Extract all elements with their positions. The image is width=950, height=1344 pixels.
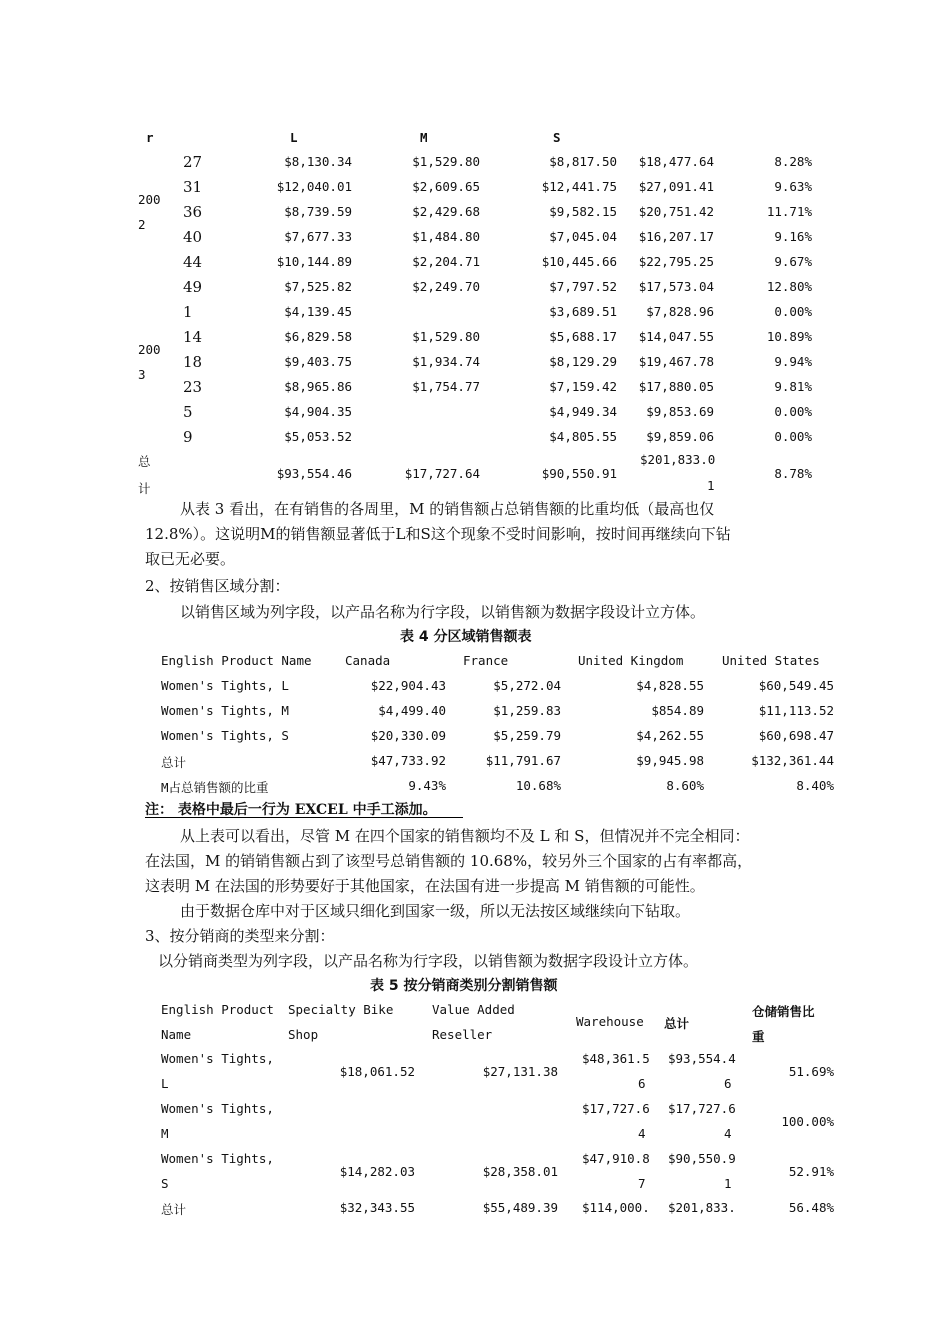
t5-header-sbs-line1: Specialty Bike xyxy=(288,1002,394,1017)
t3-total-label-line1: 总 xyxy=(138,454,151,469)
t5-row-tot-line2: 1 xyxy=(724,1176,732,1191)
t3-header-l: L xyxy=(290,130,298,145)
t4-header-france: France xyxy=(463,653,509,668)
t3-row-week: 5 xyxy=(183,403,193,421)
t3-row-s: $3,689.51 xyxy=(549,304,617,319)
t4-header-uk: United Kingdom xyxy=(578,653,684,668)
t4-row-france: $1,259.83 xyxy=(493,703,561,718)
t3-row-week: 23 xyxy=(183,378,203,396)
t3-row-s: $4,949.34 xyxy=(549,404,617,419)
t3-total-l: $93,554.46 xyxy=(276,466,352,481)
t5-total-name: 总计 xyxy=(161,1202,187,1217)
t3-header-m: M xyxy=(420,130,428,145)
t3-row-pct: 9.81% xyxy=(774,379,812,394)
t3-total-m: $17,727.64 xyxy=(404,466,480,481)
t5-header-var-line1: Value Added xyxy=(432,1002,515,1017)
t4-row-us: $60,698.47 xyxy=(758,728,834,743)
t3-total-pct: 8.78% xyxy=(774,466,812,481)
t3-row-week: 1 xyxy=(183,303,193,321)
t5-header-warehouse: Warehouse xyxy=(576,1014,644,1029)
t3-row-m: $1,484.80 xyxy=(412,229,480,244)
t3-total-s: $90,550.91 xyxy=(541,466,617,481)
t3-row-l: $4,139.45 xyxy=(284,304,352,319)
t4-row-us: $11,113.52 xyxy=(758,703,834,718)
para2-line1: 从上表可以看出，尽管 M 在四个国家的销售额均不及 L 和 S，但情况并不完全相同： xyxy=(180,827,750,845)
t4-row-us: 8.40% xyxy=(796,778,834,793)
t3-row-m: $1,529.80 xyxy=(412,329,480,344)
t5-row-tot-line1: $90,550.9 xyxy=(668,1151,736,1166)
t3-group-2003-line2: 3 xyxy=(138,367,146,382)
t3-row-total: $16,207.17 xyxy=(638,229,714,244)
t5-row-name-line1: Women's Tights, xyxy=(161,1051,274,1066)
t5-header-name-line2: Name xyxy=(161,1027,192,1042)
t4-row-uk: $854.89 xyxy=(651,703,704,718)
t3-row-s: $7,159.42 xyxy=(549,379,617,394)
t3-row-m: $1,934.74 xyxy=(412,354,480,369)
t3-row-l: $8,739.59 xyxy=(284,204,352,219)
t3-row-week: 40 xyxy=(183,228,203,246)
t5-row-var: $28,358.01 xyxy=(482,1164,558,1179)
t4-header-name: English Product Name xyxy=(161,653,312,668)
para1-line1: 从表 3 看出，在有销售的各周里，M 的销售额占总销售额的比重均低（最高也仅 xyxy=(180,500,715,518)
t5-row-var: $27,131.38 xyxy=(482,1064,558,1079)
t3-row-l: $6,829.58 xyxy=(284,329,352,344)
t3-row-total: $27,091.41 xyxy=(638,179,714,194)
section3-desc: 以分销商类型为列字段，以产品名称为行字段，以销售额为数据字段设计立方体。 xyxy=(158,952,699,970)
section2-desc: 以销售区域为列字段，以产品名称为行字段，以销售额为数据字段设计立方体。 xyxy=(180,603,706,621)
t3-total-total-line1: $201,833.0 xyxy=(640,452,716,467)
t5-total-sbs: $32,343.55 xyxy=(339,1200,415,1215)
t4-row-canada: $22,904.43 xyxy=(370,678,446,693)
t3-row-l: $12,040.01 xyxy=(276,179,352,194)
t3-row-total: $14,047.55 xyxy=(638,329,714,344)
t4-row-us: $60,549.45 xyxy=(758,678,834,693)
t5-row-name-line1: Women's Tights, xyxy=(161,1101,274,1116)
t5-total-var: $55,489.39 xyxy=(482,1200,558,1215)
t3-row-week: 36 xyxy=(183,203,203,221)
t3-row-l: $8,130.34 xyxy=(284,154,352,169)
t5-row-name-line1: Women's Tights, xyxy=(161,1151,274,1166)
t4-row-name: 总计 xyxy=(161,755,187,770)
t4-row-uk: 8.60% xyxy=(666,778,704,793)
t3-row-l: $8,965.86 xyxy=(284,379,352,394)
t3-row-m: $2,429.68 xyxy=(412,204,480,219)
t3-group-2002-line2: 2 xyxy=(138,217,146,232)
t3-row-total: $17,573.04 xyxy=(638,279,714,294)
t5-total-wh: $114,000. xyxy=(582,1200,650,1215)
t4-header-us: United States xyxy=(722,653,820,668)
t4-row-us: $132,361.44 xyxy=(751,753,834,768)
section3-heading: 3、按分销商的类型来分割： xyxy=(145,927,335,945)
para2-line3: 这表明 M 在法国的形势要好于其他国家，在法国有进一步提高 M 销售额的可能性。 xyxy=(145,877,705,895)
t5-row-wh-line2: 7 xyxy=(638,1176,646,1191)
para2-line2: 在法国，M 的销销售额占到了该型号总销售额的 10.68%，较另外三个国家的占有率都高， xyxy=(145,852,753,870)
t5-header-ratio-line2: 重 xyxy=(752,1029,765,1044)
t3-row-s: $8,129.29 xyxy=(549,354,617,369)
t3-row-l: $4,904.35 xyxy=(284,404,352,419)
t3-row-total: $9,853.69 xyxy=(646,404,714,419)
t3-row-pct: 12.80% xyxy=(766,279,812,294)
t5-row-name-line2: S xyxy=(161,1176,169,1191)
t3-row-pct: 0.00% xyxy=(774,404,812,419)
t3-row-s: $9,582.15 xyxy=(549,204,617,219)
t3-row-total: $19,467.78 xyxy=(638,354,714,369)
t4-row-uk: $9,945.98 xyxy=(636,753,704,768)
t3-row-pct: 9.67% xyxy=(774,254,812,269)
t3-row-s: $10,445.66 xyxy=(541,254,617,269)
t3-row-l: $5,053.52 xyxy=(284,429,352,444)
t4-row-france: 10.68% xyxy=(515,778,561,793)
t3-row-pct: 11.71% xyxy=(766,204,812,219)
t3-row-week: 49 xyxy=(183,278,203,296)
t3-row-pct: 9.16% xyxy=(774,229,812,244)
t3-group-2002-line1: 200 xyxy=(138,192,161,207)
t3-row-total: $20,751.42 xyxy=(638,204,714,219)
t5-row-wh-line2: 4 xyxy=(638,1126,646,1141)
t3-row-m: $1,754.77 xyxy=(412,379,480,394)
t5-row-wh-line1: $17,727.6 xyxy=(582,1101,650,1116)
t4-header-canada: Canada xyxy=(345,653,391,668)
t3-row-m: $2,204.71 xyxy=(412,254,480,269)
table5-caption: 表 5 按分销商类别分割销售额 xyxy=(370,978,558,994)
section2-heading: 2、按销售区域分割： xyxy=(145,577,290,595)
t4-row-name: Women's Tights, M xyxy=(161,703,289,718)
t4-row-france: $5,259.79 xyxy=(493,728,561,743)
t4-row-france: $11,791.67 xyxy=(485,753,561,768)
t4-row-france: $5,272.04 xyxy=(493,678,561,693)
para1-line3: 取已无必要。 xyxy=(145,550,236,568)
t4-row-uk: $4,262.55 xyxy=(636,728,704,743)
t5-row-wh-line1: $47,910.8 xyxy=(582,1151,650,1166)
t5-total-tot: $201,833. xyxy=(668,1200,736,1215)
t3-row-week: 18 xyxy=(183,353,203,371)
t3-total-total-line2: 1 xyxy=(707,478,715,493)
t5-header-sbs-line2: Shop xyxy=(288,1027,319,1042)
table4-note: 注： 表格中最后一行为 EXCEL 中手工添加。 xyxy=(145,802,437,818)
t5-row-wh-line1: $48,361.5 xyxy=(582,1051,650,1066)
t3-row-pct: 9.94% xyxy=(774,354,812,369)
para1-line2: 12.8%）。这说明M的销售额显著低于L和S这个现象不受时间影响，按时间再继续向下钻 xyxy=(145,525,731,543)
t3-row-week: 9 xyxy=(183,428,193,446)
t4-row-canada: $20,330.09 xyxy=(370,728,446,743)
t3-row-total: $9,859.06 xyxy=(646,429,714,444)
t3-row-pct: 8.28% xyxy=(774,154,812,169)
t5-header-total: 总计 xyxy=(664,1016,690,1031)
t3-row-pct: 0.00% xyxy=(774,304,812,319)
t3-row-week: 14 xyxy=(183,328,203,346)
t4-row-name: M占总销售额的比重 xyxy=(161,780,269,795)
t5-row-name-line2: L xyxy=(161,1076,169,1091)
t3-row-total: $22,795.25 xyxy=(638,254,714,269)
t3-row-l: $10,144.89 xyxy=(276,254,352,269)
t4-row-canada: $4,499.40 xyxy=(378,703,446,718)
t3-row-total: $7,828.96 xyxy=(646,304,714,319)
t3-row-total: $17,880.05 xyxy=(638,379,714,394)
t3-row-s: $4,805.55 xyxy=(549,429,617,444)
t3-row-s: $7,045.04 xyxy=(549,229,617,244)
t3-row-week: 31 xyxy=(183,178,203,196)
t3-row-pct: 9.63% xyxy=(774,179,812,194)
t3-row-s: $7,797.52 xyxy=(549,279,617,294)
t4-row-uk: $4,828.55 xyxy=(636,678,704,693)
t3-row-week: 44 xyxy=(183,253,203,271)
t5-header-var-line2: Reseller xyxy=(432,1027,493,1042)
t5-row-sbs: $14,282.03 xyxy=(339,1164,415,1179)
t3-row-total: $18,477.64 xyxy=(638,154,714,169)
t5-row-tot-line1: $93,554.4 xyxy=(668,1051,736,1066)
t3-row-l: $9,403.75 xyxy=(284,354,352,369)
t5-row-tot-line2: 6 xyxy=(724,1076,732,1091)
t3-header-s: S xyxy=(553,130,561,145)
t3-row-s: $8,817.50 xyxy=(549,154,617,169)
t3-row-m: $2,609.65 xyxy=(412,179,480,194)
t5-row-name-line2: M xyxy=(161,1126,169,1141)
t5-header-name-line1: English Product xyxy=(161,1002,274,1017)
t5-row-wh-line2: 6 xyxy=(638,1076,646,1091)
t4-row-name: Women's Tights, S xyxy=(161,728,289,743)
t3-row-s: $12,441.75 xyxy=(541,179,617,194)
t3-row-l: $7,677.33 xyxy=(284,229,352,244)
t3-row-m: $1,529.80 xyxy=(412,154,480,169)
t5-row-tot-line1: $17,727.6 xyxy=(668,1101,736,1116)
t3-row-l: $7,525.82 xyxy=(284,279,352,294)
t5-total-ratio: 56.48% xyxy=(788,1200,834,1215)
para3: 由于数据仓库中对于区域只细化到国家一级，所以无法按区域继续向下钻取。 xyxy=(180,902,691,920)
t3-group-2003-line1: 200 xyxy=(138,342,161,357)
t5-row-ratio: 100.00% xyxy=(781,1114,834,1129)
t5-row-tot-line2: 4 xyxy=(724,1126,732,1141)
t3-row-week: 27 xyxy=(183,153,203,171)
t5-row-ratio: 51.69% xyxy=(788,1064,834,1079)
t4-row-canada: $47,733.92 xyxy=(370,753,446,768)
t4-row-name: Women's Tights, L xyxy=(161,678,289,693)
t3-header-r: r xyxy=(146,130,154,145)
t5-row-ratio: 52.91% xyxy=(788,1164,834,1179)
t3-row-s: $5,688.17 xyxy=(549,329,617,344)
t3-total-label-line2: 计 xyxy=(138,481,151,496)
t5-row-sbs: $18,061.52 xyxy=(339,1064,415,1079)
t3-row-pct: 10.89% xyxy=(766,329,812,344)
t5-header-ratio-line1: 仓储销售比 xyxy=(752,1004,815,1019)
table4-caption: 表 4 分区域销售额表 xyxy=(400,629,532,645)
t3-row-m: $2,249.70 xyxy=(412,279,480,294)
t3-row-pct: 0.00% xyxy=(774,429,812,444)
t4-row-canada: 9.43% xyxy=(408,778,446,793)
